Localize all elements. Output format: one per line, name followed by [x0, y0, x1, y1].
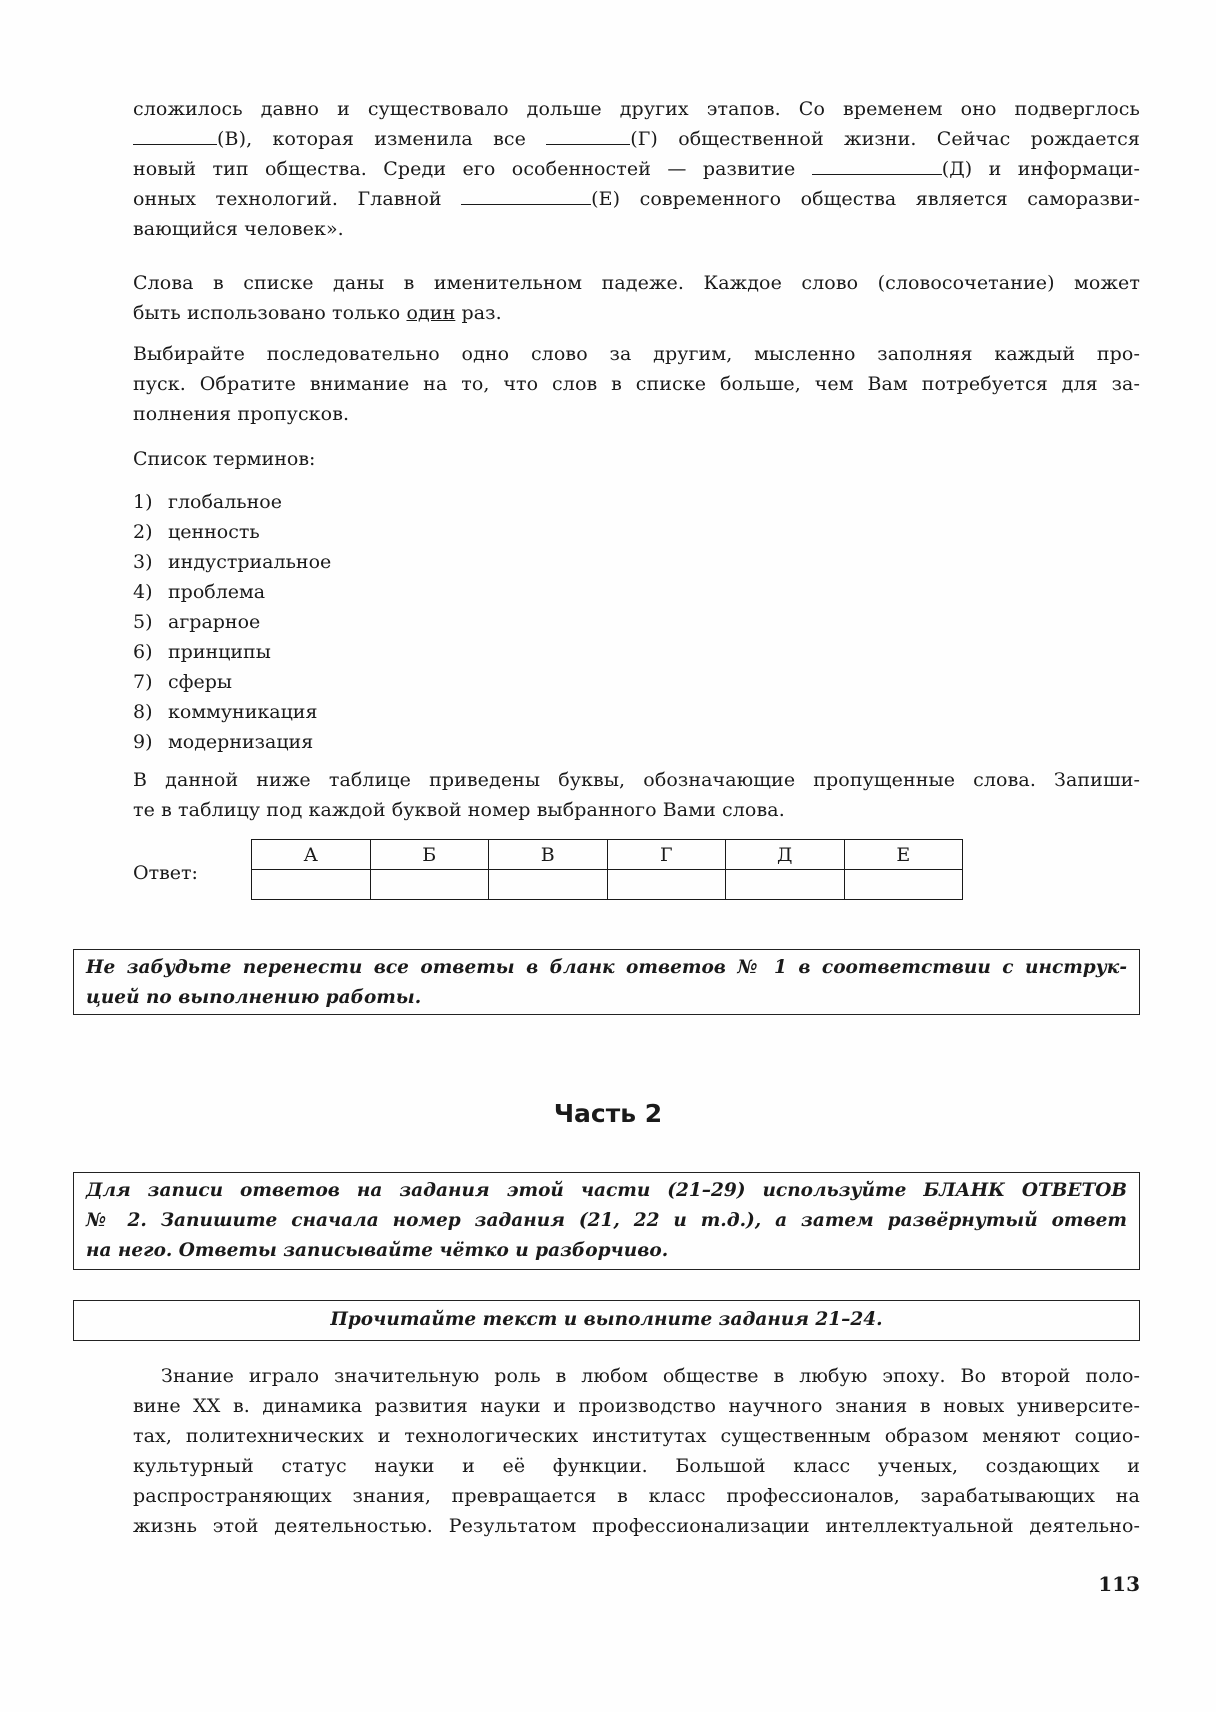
term-item: 4) проблема [133, 581, 266, 603]
answer-cell-e[interactable] [844, 870, 963, 900]
answer-cell-b[interactable] [370, 870, 489, 900]
text-line: Для записи ответов на задания этой части (21–29) используйте БЛАНК ОТВЕТОВ [86, 1180, 1127, 1201]
answer-column-v: В [489, 840, 608, 870]
text-line: Слова в списке даны в именительном падеже. Каждое слово (словосочетание) может [133, 272, 1140, 294]
reminder-box [73, 949, 1140, 1015]
answer-column-a: А [252, 840, 371, 870]
term-item: 2) ценность [133, 521, 260, 543]
instructions-paragraph-1 [133, 268, 1140, 328]
underlined-word: один [406, 302, 456, 324]
terms-list-title: Список терминов: [133, 448, 316, 470]
text-line: Выбирайте последовательно одно слово за другим, мысленно заполняя каждый про- [133, 343, 1140, 365]
text-line: вине XX в. динамика развития науки и производство научного знания в новых университе- [133, 1395, 1140, 1417]
text-line: те в таблицу под каждой буквой номер выбранного Вами слова. [133, 799, 785, 821]
text-line: культурный статус науки и её функции. Большой класс ученых, создающих и [133, 1455, 1140, 1477]
answer-column-d: Д [726, 840, 845, 870]
term-item: 6) принципы [133, 641, 271, 663]
page-number: 113 [1098, 1572, 1140, 1596]
text-line: тах, политехнических и технологических институтах существенным образом меняют социо- [133, 1425, 1140, 1447]
table-instructions-paragraph [133, 765, 1140, 825]
blank-e [461, 186, 591, 205]
passage-paragraph [133, 1361, 1140, 1541]
text-line: быть использовано только один раз. [133, 302, 502, 324]
part2-instructions-box [73, 1172, 1140, 1270]
text-line: распространяющих знания, превращается в класс профессионалов, зарабатывающих на [133, 1485, 1140, 1507]
text-line: Знание играло значительную роль в любом обществе в любую эпоху. Во второй поло- [161, 1365, 1140, 1387]
term-item: 9) модернизация [133, 731, 314, 753]
answer-label: Ответ: [133, 862, 198, 884]
text-line: № 2. Запишите сначала номер задания (21, 22 и т.д.), а затем развёрнутый ответ [86, 1210, 1127, 1231]
blank-v [133, 126, 217, 145]
answer-cell-v[interactable] [489, 870, 608, 900]
term-item: 5) аграрное [133, 611, 261, 633]
blank-d [812, 156, 942, 175]
read-text-instruction: Прочитайте текст и выполните задания 21–24. [330, 1309, 883, 1330]
answer-input-row [252, 870, 963, 900]
text-line: цией по выполнению работы. [86, 987, 422, 1008]
answer-table [251, 839, 963, 900]
text-line: В данной ниже таблице приведены буквы, обозначающие пропущенные слова. Запиши- [133, 769, 1140, 791]
part-heading: Часть 2 [553, 1099, 663, 1128]
text-line: Не забудьте перенести все ответы в бланк ответов № 1 в соответствии с инструк- [86, 957, 1127, 978]
text-line: сложилось давно и существовало дольше других этапов. Со временем оно подверглось [133, 98, 1140, 120]
term-item: 8) коммуникация [133, 701, 318, 723]
answer-cell-g[interactable] [607, 870, 726, 900]
term-item: 1) глобальное [133, 491, 282, 513]
text-line: онных технологий. Главной (Е) современного общества является саморазви- [133, 188, 1141, 210]
answer-cell-a[interactable] [252, 870, 371, 900]
answer-column-b: Б [370, 840, 489, 870]
terms-list [133, 487, 331, 757]
text-line: на него. Ответы записывайте чётко и разборчиво. [86, 1240, 669, 1261]
text-line: новый тип общества. Среди его особенностей — развитие (Д) и информаци- [133, 158, 1140, 180]
answer-cell-d[interactable] [726, 870, 845, 900]
text-line: вающийся человек». [133, 218, 344, 240]
instructions-paragraph-2 [133, 339, 1140, 429]
text-line: жизнь этой деятельностью. Результатом профессионализации интеллектуальной деятельно- [133, 1515, 1140, 1537]
term-item: 3) индустриальное [133, 551, 332, 573]
text-line: (В), которая изменила все (Г) общественной жизни. Сейчас рождается [133, 124, 1140, 154]
intro-fragment-paragraph [133, 94, 1140, 244]
term-item: 7) сферы [133, 671, 233, 693]
read-text-box [73, 1300, 1140, 1341]
blank-g [546, 126, 630, 145]
text-line: пуск. Обратите внимание на то, что слов в списке больше, чем Вам потребуется для за- [133, 373, 1140, 395]
answer-column-g: Г [607, 840, 726, 870]
answer-column-e: Е [844, 840, 963, 870]
text-line: полнения пропусков. [133, 403, 350, 425]
answer-header-row [252, 840, 963, 870]
